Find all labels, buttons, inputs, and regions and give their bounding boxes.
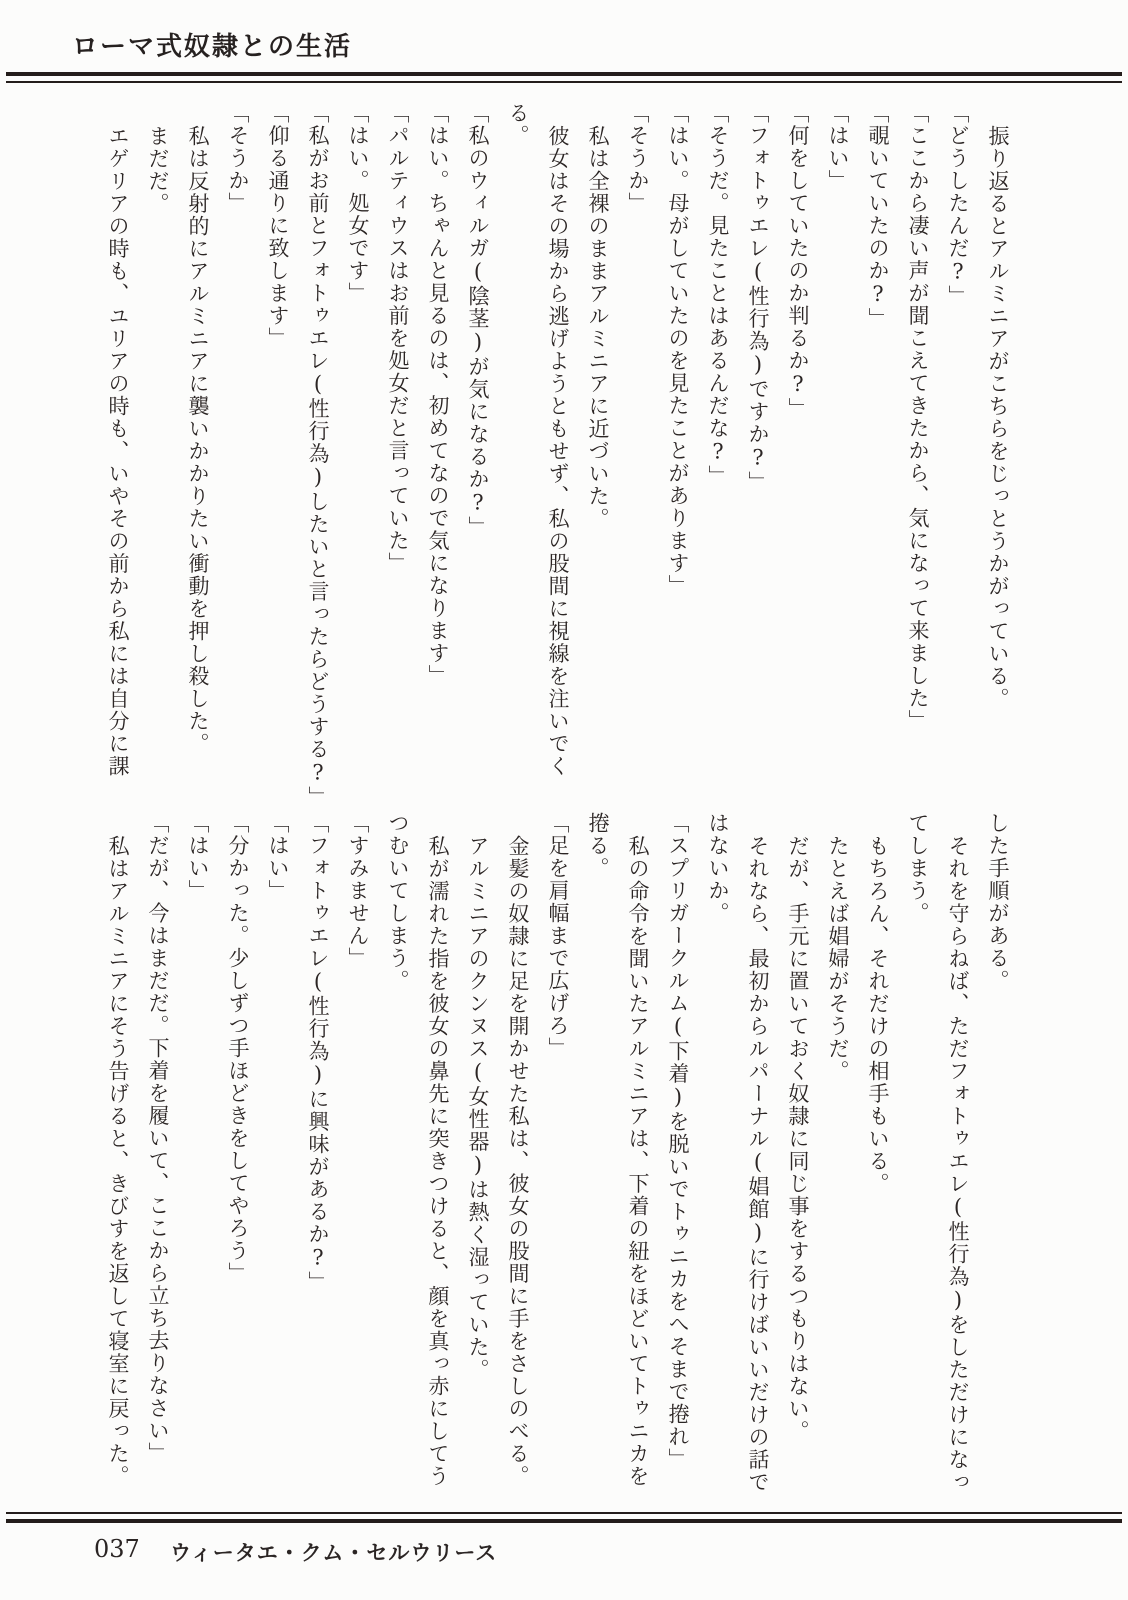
- narrative-paragraph: した手順がある。: [986, 812, 1010, 992]
- narrative-paragraph: それなら、最初からルパーナル(娼館)に行けばいいだけの話で はないか。: [706, 812, 770, 1493]
- dialogue-paragraph: 「覗いていたのか?」: [866, 102, 890, 330]
- header-rule-thin: [6, 81, 1122, 83]
- dialogue-paragraph: 「フォトゥエレ(性行為)に興味があるか?」: [306, 812, 330, 1294]
- text-block-top: [98, 102, 1018, 809]
- dialogue-paragraph: 「パルティウスはお前を処女だと言っていた」: [386, 102, 410, 575]
- dialogue-paragraph: 「だが、今はまだだ。下着を履いて、ここから立ち去りなさい」: [146, 812, 170, 1465]
- narrative-paragraph: 私が濡れた指を彼女の鼻先に突きつけると、顔を真っ赤にしてう つむいてしまう。: [386, 812, 450, 1487]
- dialogue-paragraph: 「仰る通りに致します」: [266, 102, 290, 350]
- narrative-paragraph: 私は全裸のままアルミニアに近づいた。: [586, 124, 610, 530]
- dialogue-paragraph: 「はい」: [186, 812, 210, 902]
- dialogue-paragraph: 「はい」: [826, 102, 850, 192]
- dialogue-paragraph: 「はい」: [266, 812, 290, 902]
- dialogue-paragraph: 「はい。処女です」: [346, 102, 370, 305]
- narrative-paragraph: もちろん、それだけの相手もいる。: [866, 834, 890, 1195]
- dialogue-paragraph: 「フォトゥエレ(性行為)ですか?」: [746, 102, 770, 494]
- narrative-paragraph: アルミニアのクンヌス(女性器)は熱く湿っていた。: [466, 834, 490, 1381]
- book-title: ウィータエ・クム・セルウリース: [170, 1540, 498, 1565]
- footer-rule-thick: [6, 1519, 1122, 1523]
- narrative-paragraph: だが、手元に置いておく奴隷に同じ事をするつもりはない。: [786, 834, 810, 1442]
- dialogue-paragraph: 「すみません」: [346, 812, 370, 970]
- narrative-paragraph: 私はアルミニアにそう告げると、きびすを返して寝室に戻った。: [106, 834, 130, 1487]
- footer-rule-thin: [6, 1512, 1122, 1514]
- dialogue-paragraph: 「足を肩幅まで広げろ」: [546, 812, 570, 1060]
- dialogue-paragraph: 「そうだ。見たことはあるんだな?」: [706, 102, 730, 488]
- dialogue-paragraph: 「そうか」: [226, 102, 250, 215]
- page-number: 037: [94, 1535, 140, 1563]
- chapter-title: ローマ式奴隷との生活: [72, 32, 353, 62]
- narrative-paragraph: 私は反射的にアルミニアに襲いかかりたい衝動を押し殺した。: [186, 124, 210, 755]
- dialogue-paragraph: 「そうか」: [626, 102, 650, 215]
- dialogue-paragraph: 「はい。ちゃんと見るのは、初めてなので気になります」: [426, 102, 450, 687]
- narrative-paragraph: 私の命令を聞いたアルミニアは、下着の紐をほどいてトゥニカを 捲る。: [586, 812, 650, 1487]
- dialogue-paragraph: 「スプリガークルム(下着)を脱いでトゥニカをへそまで捲れ」: [666, 812, 690, 1471]
- narrative-paragraph: 振り返るとアルミニアがこちらをじっとうかがっている。: [986, 124, 1010, 710]
- dialogue-paragraph: 「はい。母がしていたのを見たことがあります」: [666, 102, 690, 597]
- dialogue-paragraph: 「私のウィルガ(陰茎)が気になるか?」: [466, 102, 490, 539]
- dialogue-paragraph: 「どうしたんだ?」: [946, 102, 970, 308]
- narrative-paragraph: 金髪の奴隷に足を開かせた私は、彼女の股間に手をさしのべる。: [506, 834, 530, 1487]
- header-rule-thick: [6, 72, 1122, 76]
- narrative-paragraph: 彼女はその場から逃げようともせず、私の股間に視線を注いでく る。: [506, 102, 570, 777]
- dialogue-paragraph: 「ここから凄い声が聞こえてきたから、気になって来ました」: [906, 102, 930, 732]
- dialogue-paragraph: 「分かった。少しずつ手ほどきをしてやろう」: [226, 812, 250, 1285]
- narrative-paragraph: たとえば娼婦がそうだ。: [826, 834, 850, 1082]
- text-block-bottom: [98, 812, 1018, 1514]
- dialogue-paragraph: 「何をしていたのか判るか?」: [786, 102, 810, 420]
- dialogue-paragraph: 「私がお前とフォトゥエレ(性行為)したいと言ったらどうする?」: [306, 102, 330, 809]
- narrative-paragraph: まだだ。: [146, 124, 170, 215]
- narrative-paragraph: エゲリアの時も、ユリアの時も、いやその前から私には自分に課: [106, 124, 130, 777]
- narrative-paragraph: それを守らねば、ただフォトゥエレ(性行為)をしただけになっ てしまう。: [906, 812, 970, 1493]
